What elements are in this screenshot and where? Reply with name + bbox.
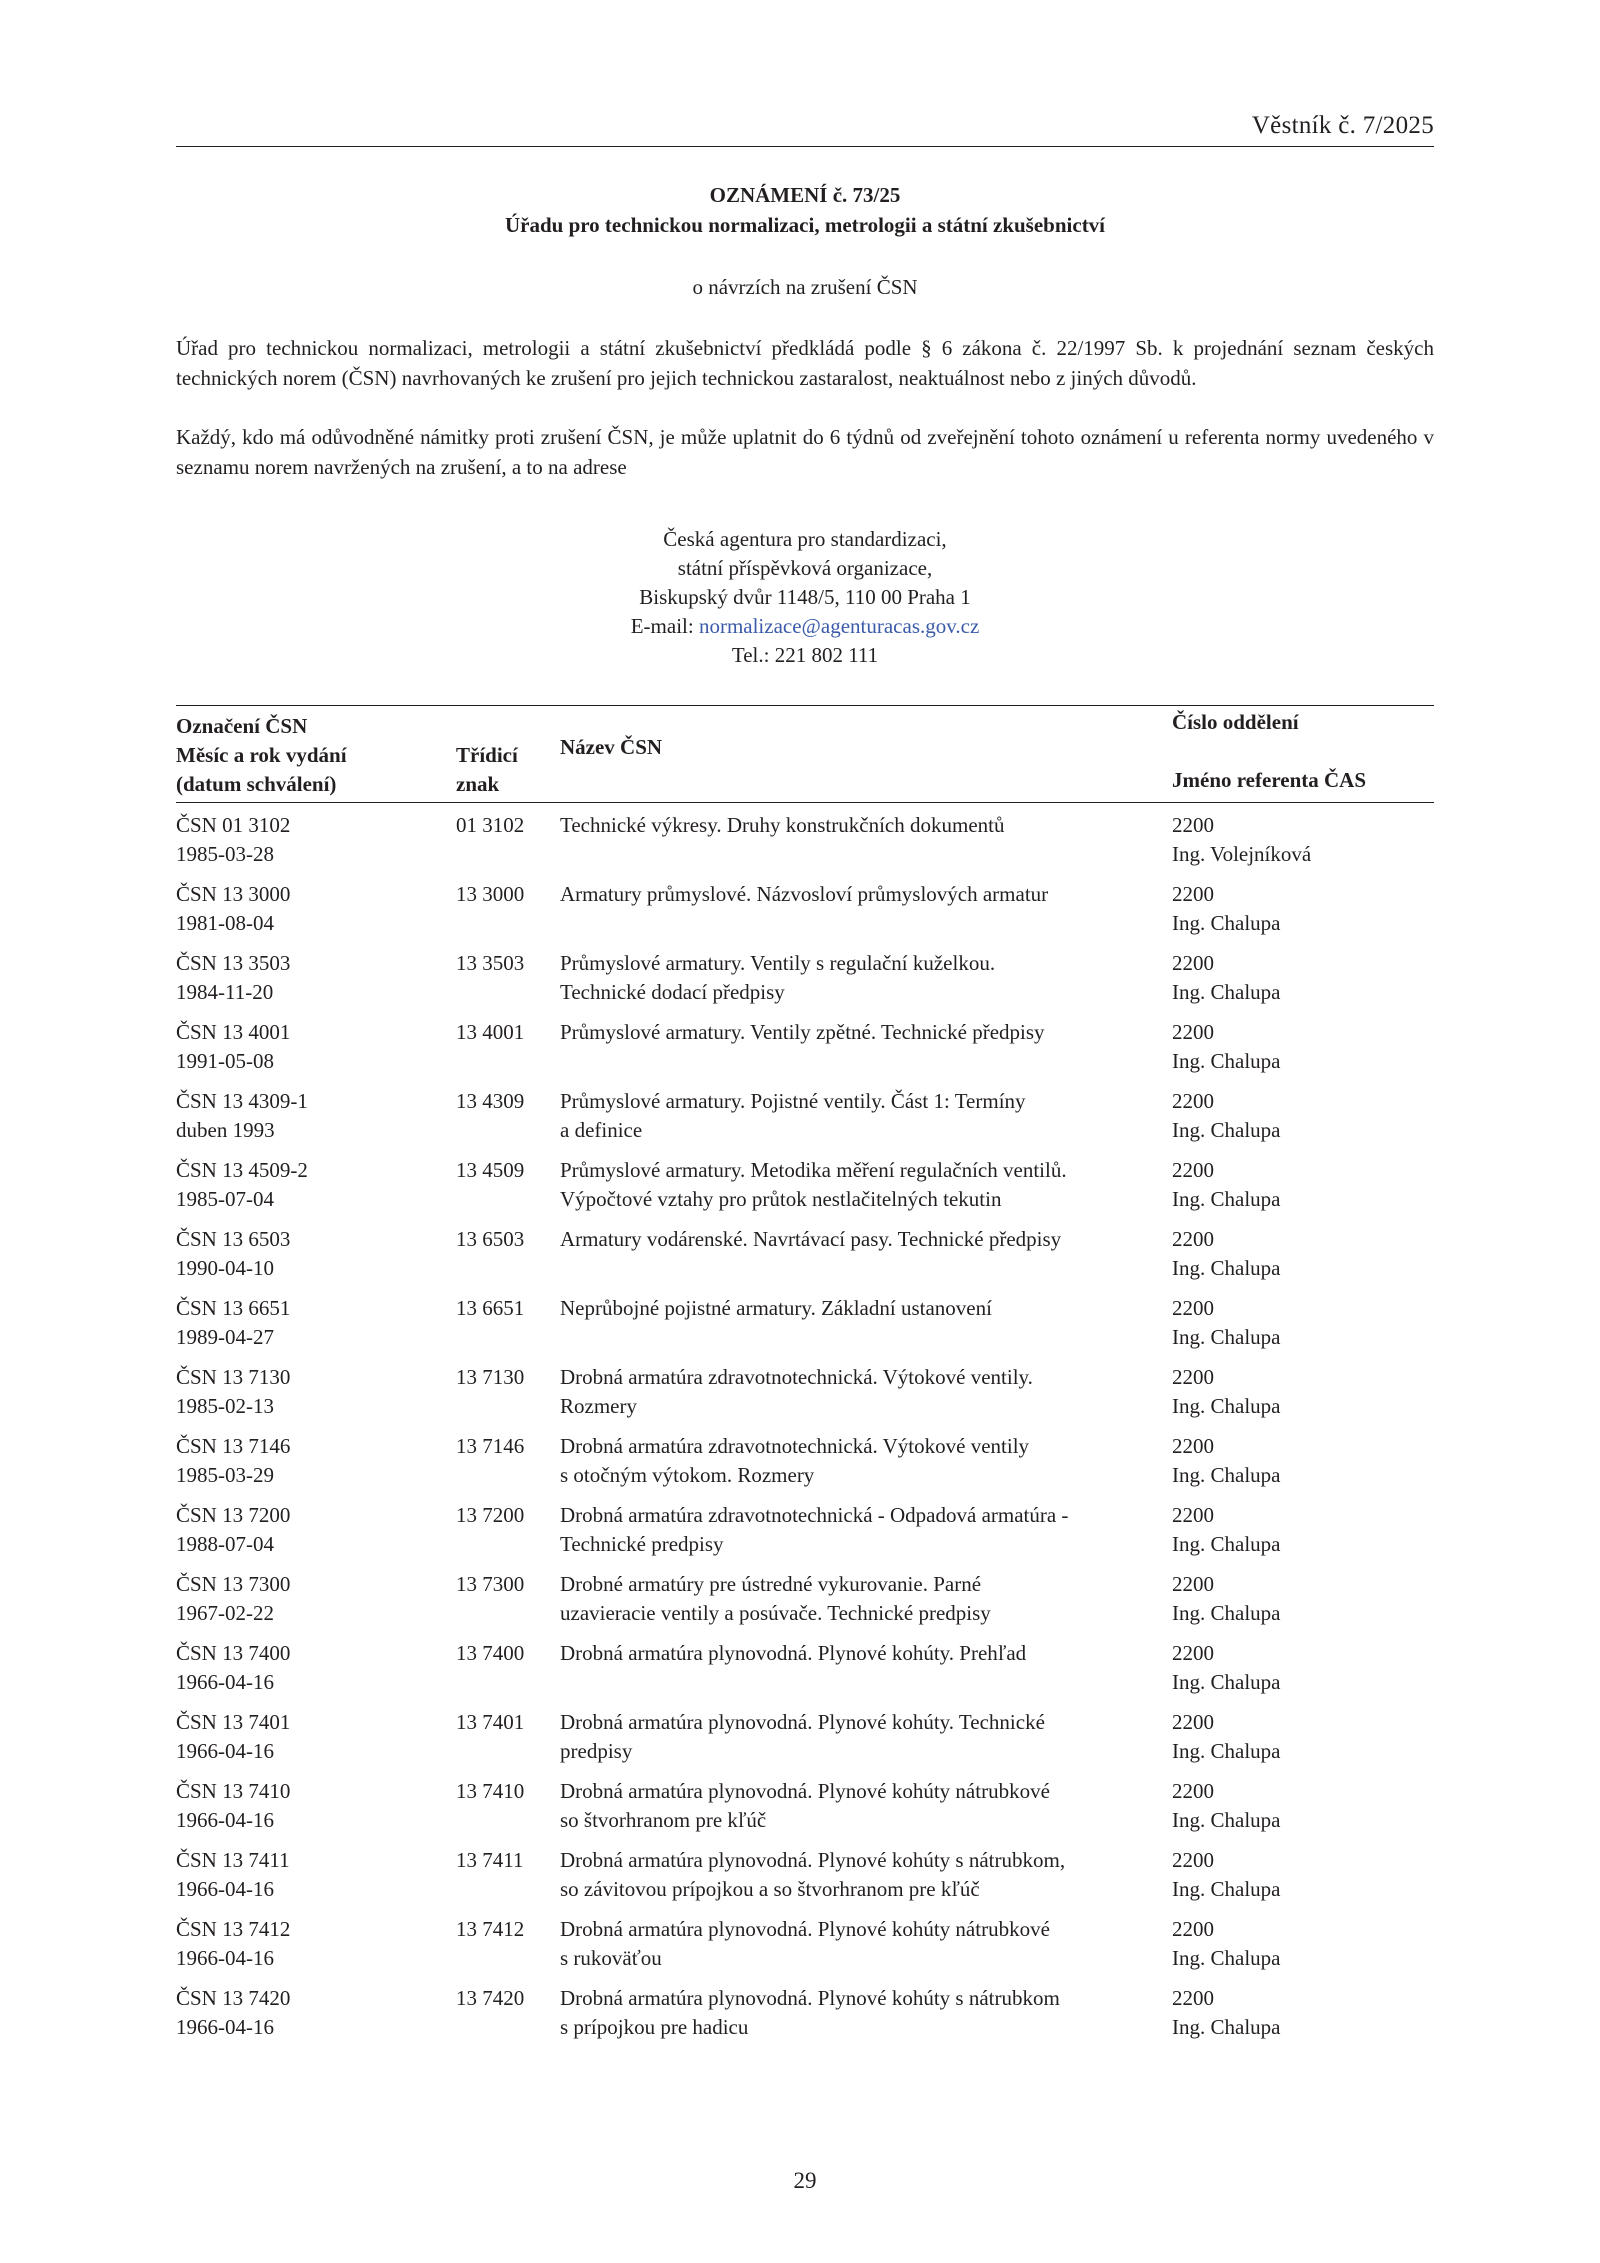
header-referent-name: Jméno referenta ČAS <box>1172 768 1367 792</box>
standard-code: ČSN 13 6503 <box>176 1227 291 1251</box>
department-cell <box>1172 949 1434 1007</box>
standard-name-cell <box>560 1570 1160 1628</box>
standard-name-line1: Drobná armatúra zdravotnotechnická - Odpadová armatúra - <box>560 1503 1069 1527</box>
issue-date: 1990-04-10 <box>176 1256 274 1280</box>
standard-designation-cell <box>176 1984 446 2042</box>
sort-code-cell <box>456 1570 556 1599</box>
table-row <box>176 1294 1434 1363</box>
department-cell <box>1172 1708 1434 1766</box>
standard-code: ČSN 13 7411 <box>176 1848 290 1872</box>
standard-code: ČSN 13 7200 <box>176 1503 291 1527</box>
referent-name: Ing. Chalupa <box>1172 1946 1281 1970</box>
department-cell <box>1172 1087 1434 1145</box>
referent-name: Ing. Volejníková <box>1172 842 1312 866</box>
standard-code: ČSN 13 7401 <box>176 1710 291 1734</box>
referent-name: Ing. Chalupa <box>1172 1670 1281 1694</box>
standard-name-cell <box>560 1432 1160 1490</box>
table-row <box>176 1156 1434 1225</box>
department-number: 2200 <box>1172 1710 1214 1734</box>
standard-name-line1: Drobná armatúra plynovodná. Plynové kohúty s nátrubkom, <box>560 1848 1066 1872</box>
department-cell <box>1172 1018 1434 1076</box>
standard-code: ČSN 13 7146 <box>176 1434 291 1458</box>
table-row <box>176 1639 1434 1708</box>
sort-code: 13 3503 <box>456 951 525 975</box>
standard-name-line1: Průmyslové armatury. Ventily s regulační kuželkou. <box>560 951 996 975</box>
issue-date: 1989-04-27 <box>176 1325 274 1349</box>
department-number: 2200 <box>1172 1227 1214 1251</box>
referent-name: Ing. Chalupa <box>1172 1256 1281 1280</box>
department-number: 2200 <box>1172 1434 1214 1458</box>
standard-name-cell <box>560 1639 1160 1668</box>
page-number: 29 <box>793 2168 817 2193</box>
email-link[interactable]: normalizace@agenturacas.gov.cz <box>698 614 980 638</box>
standard-code: ČSN 13 7420 <box>176 1986 291 2010</box>
sort-code-cell <box>456 811 556 840</box>
standard-code: ČSN 13 7410 <box>176 1779 291 1803</box>
sort-code: 13 7412 <box>456 1917 525 1941</box>
sort-code-cell <box>456 1363 556 1392</box>
standard-name-cell <box>560 1018 1160 1047</box>
department-number: 2200 <box>1172 1365 1214 1389</box>
table-header <box>176 705 1434 803</box>
referent-name: Ing. Chalupa <box>1172 911 1281 935</box>
standard-name-line2: s otočným výtokom. Rozmery <box>560 1463 815 1487</box>
sort-code-cell <box>456 1846 556 1875</box>
referent-name: Ing. Chalupa <box>1172 1877 1281 1901</box>
email-label: E-mail: <box>630 614 694 638</box>
standard-name-line2: s rukoväťou <box>560 1946 662 1970</box>
department-number: 2200 <box>1172 951 1214 975</box>
sort-code: 13 7130 <box>456 1365 525 1389</box>
table-row <box>176 1846 1434 1915</box>
sort-code-cell <box>456 1777 556 1806</box>
issue-date: 1985-02-13 <box>176 1394 274 1418</box>
standard-name-line2: uzavieracie ventily a posúvače. Technické predpisy <box>560 1601 991 1625</box>
announcement-subject: o návrzích na zrušení ČSN <box>692 275 918 299</box>
table-row <box>176 949 1434 1018</box>
standard-name-line1: Armatury průmyslové. Názvosloví průmyslových armatur <box>560 882 1049 906</box>
header-designation-line3: (datum schválení) <box>176 772 337 796</box>
objection-paragraph: Každý, kdo má odůvodněné námitky proti zrušení ČSN, je může uplatnit do 6 týdnů od zveřejnění tohoto oznámení u referenta normy uvedeného v seznamu norem navržených na zrušení, a to na adrese <box>176 425 1434 479</box>
sort-code-cell <box>456 1984 556 2013</box>
header-sort-code <box>456 741 518 799</box>
department-cell <box>1172 1984 1434 2042</box>
sort-code-cell <box>456 1018 556 1047</box>
standard-code: ČSN 13 7300 <box>176 1572 291 1596</box>
standard-name-line2: Technické dodací předpisy <box>560 980 785 1004</box>
standard-name-line1: Průmyslové armatury. Metodika měření regulačních ventilů. <box>560 1158 1067 1182</box>
standard-name-line1: Průmyslové armatury. Ventily zpětné. Technické předpisy <box>560 1020 1045 1044</box>
table-row <box>176 1018 1434 1087</box>
standard-designation-cell <box>176 1915 446 1973</box>
intro-paragraph: Úřad pro technickou normalizaci, metrologii a státní zkušebnictví předkládá podle § 6 zákona č. 22/1997 Sb. k projednání seznam českých technických norem (ČSN) navrhovaných ke zrušení pro jejich technickou zastaralost, neaktuálnost nebo z jiných důvodů. <box>176 336 1434 390</box>
referent-name: Ing. Chalupa <box>1172 1532 1281 1556</box>
sort-code: 13 7200 <box>456 1503 525 1527</box>
sort-code: 13 7410 <box>456 1779 525 1803</box>
sort-code: 13 7420 <box>456 1986 525 2010</box>
standard-designation-cell <box>176 1846 446 1904</box>
department-cell <box>1172 1432 1434 1490</box>
table-row <box>176 1432 1434 1501</box>
standard-designation-cell <box>176 1156 446 1214</box>
standard-code: ČSN 13 3503 <box>176 951 291 975</box>
department-number: 2200 <box>1172 1779 1214 1803</box>
header-designation-line1: Označení ČSN <box>176 714 308 738</box>
sort-code-cell <box>456 1087 556 1116</box>
standard-name-cell <box>560 1225 1160 1254</box>
issue-date: duben 1993 <box>176 1118 275 1142</box>
department-cell <box>1172 811 1434 869</box>
header-sort-code-line1: Třídicí <box>456 743 518 767</box>
standard-designation-cell <box>176 949 446 1007</box>
department-number: 2200 <box>1172 1020 1214 1044</box>
standard-designation-cell <box>176 1639 446 1697</box>
standard-designation-cell <box>176 1570 446 1628</box>
department-number: 2200 <box>1172 813 1214 837</box>
standard-code: ČSN 13 7400 <box>176 1641 291 1665</box>
standard-name-line1: Drobná armatúra plynovodná. Plynové kohúty nátrubkové <box>560 1917 1050 1941</box>
referent-name: Ing. Chalupa <box>1172 1187 1281 1211</box>
standard-code: ČSN 13 7130 <box>176 1365 291 1389</box>
standard-code: ČSN 13 3000 <box>176 882 291 906</box>
table-row <box>176 1501 1434 1570</box>
standard-name-line1: Drobné armatúry pre ústredné vykurovanie. Parné <box>560 1572 982 1596</box>
department-cell <box>1172 1639 1434 1697</box>
address-line-email <box>176 612 1434 641</box>
department-number: 2200 <box>1172 1917 1214 1941</box>
standard-name-line1: Drobná armatúra zdravotnotechnická. Výtokové ventily <box>560 1434 1030 1458</box>
referent-name: Ing. Chalupa <box>1172 1463 1281 1487</box>
sort-code: 13 7411 <box>456 1848 524 1872</box>
standard-name-line1: Drobná armatúra plynovodná. Plynové kohúty s nátrubkom <box>560 1986 1060 2010</box>
referent-name: Ing. Chalupa <box>1172 1049 1281 1073</box>
standard-code: ČSN 13 7412 <box>176 1917 291 1941</box>
standard-name-line2: Technické predpisy <box>560 1532 724 1556</box>
sort-code-cell <box>456 949 556 978</box>
table-row <box>176 880 1434 949</box>
standard-name-line1: Drobná armatúra zdravotnotechnická. Výtokové ventily. <box>560 1365 1033 1389</box>
standard-designation-cell <box>176 1225 446 1283</box>
department-cell <box>1172 1156 1434 1214</box>
standard-name-line1: Drobná armatúra plynovodná. Plynové kohúty. Prehľad <box>560 1641 1027 1665</box>
department-number: 2200 <box>1172 1572 1214 1596</box>
department-cell <box>1172 1501 1434 1559</box>
standard-designation-cell <box>176 1363 446 1421</box>
department-number: 2200 <box>1172 1089 1214 1113</box>
sort-code: 01 3102 <box>456 813 525 837</box>
department-cell <box>1172 880 1434 938</box>
sort-code: 13 7400 <box>456 1641 525 1665</box>
standard-designation-cell <box>176 811 446 869</box>
department-cell <box>1172 1225 1434 1283</box>
referent-name: Ing. Chalupa <box>1172 980 1281 1004</box>
standard-code: ČSN 13 4509-2 <box>176 1158 308 1182</box>
standard-name-cell <box>560 1708 1160 1766</box>
announcement-title <box>176 180 1434 240</box>
header-sort-code-line2: znak <box>456 772 500 796</box>
sort-code: 13 6503 <box>456 1227 525 1251</box>
issue-date: 1988-07-04 <box>176 1532 274 1556</box>
issue-date: 1984-11-20 <box>176 980 274 1004</box>
standard-name-cell <box>560 1915 1160 1973</box>
referent-name: Ing. Chalupa <box>1172 1394 1281 1418</box>
sort-code-cell <box>456 1915 556 1944</box>
department-cell <box>1172 1294 1434 1352</box>
referent-name: Ing. Chalupa <box>1172 2015 1281 2039</box>
standard-name-line2: a definice <box>560 1118 643 1142</box>
header-designation <box>176 712 347 799</box>
department-number: 2200 <box>1172 1296 1214 1320</box>
standard-name-line1: Neprůbojné pojistné armatury. Základní ustanovení <box>560 1296 992 1320</box>
sort-code: 13 7146 <box>456 1434 525 1458</box>
standard-name-cell <box>560 1501 1160 1559</box>
standard-name-cell <box>560 1294 1160 1323</box>
standard-name-line1: Technické výkresy. Druhy konstrukčních dokumentů <box>560 813 1005 837</box>
standard-designation-cell <box>176 1432 446 1490</box>
department-number: 2200 <box>1172 1641 1214 1665</box>
sort-code-cell <box>456 1294 556 1323</box>
standard-name-line1: Drobná armatúra plynovodná. Plynové kohúty nátrubkové <box>560 1779 1050 1803</box>
header-department-number: Číslo oddělení <box>1172 710 1299 734</box>
standard-code: ČSN 01 3102 <box>176 813 291 837</box>
table-row <box>176 1363 1434 1432</box>
standard-designation-cell <box>176 1501 446 1559</box>
standard-designation-cell <box>176 1708 446 1766</box>
issue-date: 1981-08-04 <box>176 911 274 935</box>
standard-name-cell <box>560 1777 1160 1835</box>
standard-designation-cell <box>176 1087 446 1145</box>
issue-date: 1991-05-08 <box>176 1049 274 1073</box>
sort-code: 13 6651 <box>456 1296 525 1320</box>
standard-name-cell <box>560 949 1160 1007</box>
standard-name-line2: predpisy <box>560 1739 633 1763</box>
standards-table-body <box>176 811 1434 2053</box>
referent-name: Ing. Chalupa <box>1172 1118 1281 1142</box>
referent-name: Ing. Chalupa <box>1172 1808 1281 1832</box>
sort-code-cell <box>456 880 556 909</box>
department-cell <box>1172 1846 1434 1904</box>
issue-date: 1985-03-29 <box>176 1463 274 1487</box>
standard-designation-cell <box>176 1777 446 1835</box>
referent-name: Ing. Chalupa <box>1172 1325 1281 1349</box>
table-row <box>176 1087 1434 1156</box>
sort-code-cell <box>456 1501 556 1530</box>
issue-label: Věstník č. 7/2025 <box>1251 112 1434 139</box>
issue-date: 1985-07-04 <box>176 1187 274 1211</box>
table-row <box>176 1984 1434 2053</box>
department-cell <box>1172 1915 1434 1973</box>
issue-date: 1966-04-16 <box>176 1739 274 1763</box>
standard-name-cell <box>560 811 1160 840</box>
standard-name-line2: s prípojkou pre hadicu <box>560 2015 749 2039</box>
standard-name-cell <box>560 1156 1160 1214</box>
sort-code-cell <box>456 1708 556 1737</box>
referent-name: Ing. Chalupa <box>1172 1739 1281 1763</box>
standard-name-line2: Výpočtové vztahy pro průtok nestlačitelných tekutin <box>560 1187 1002 1211</box>
issuing-office: Úřadu pro technickou normalizaci, metrologii a státní zkušebnictví <box>504 213 1106 237</box>
issue-date: 1966-04-16 <box>176 1946 274 1970</box>
standard-name-line2: Rozmery <box>560 1394 637 1418</box>
issue-date: 1966-04-16 <box>176 1670 274 1694</box>
standard-designation-cell <box>176 1018 446 1076</box>
standard-name-cell <box>560 880 1160 909</box>
standard-code: ČSN 13 4001 <box>176 1020 291 1044</box>
standard-name-line2: so závitovou prípojkou a so štvorhranom pre kľúč <box>560 1877 980 1901</box>
standard-name-cell <box>560 1984 1160 2042</box>
sort-code: 13 7300 <box>456 1572 525 1596</box>
sort-code-cell <box>456 1156 556 1185</box>
sort-code: 13 7401 <box>456 1710 525 1734</box>
standard-name-line1: Průmyslové armatury. Pojistné ventily. Část 1: Termíny <box>560 1089 1026 1113</box>
standard-name-cell <box>560 1846 1160 1904</box>
address-line-phone: Tel.: 221 802 111 <box>731 643 879 667</box>
address-line-organization: státní příspěvková organizace, <box>677 556 933 580</box>
table-row <box>176 1225 1434 1294</box>
sort-code-cell <box>456 1432 556 1461</box>
address-line-agency: Česká agentura pro standardizaci, <box>663 527 947 551</box>
standard-designation-cell <box>176 880 446 938</box>
address-line-street: Biskupský dvůr 1148/5, 110 00 Praha 1 <box>639 585 971 609</box>
department-cell <box>1172 1570 1434 1628</box>
sort-code: 13 4001 <box>456 1020 525 1044</box>
table-row <box>176 1915 1434 1984</box>
table-row <box>176 1570 1434 1639</box>
department-cell <box>1172 1363 1434 1421</box>
table-row <box>176 1777 1434 1846</box>
sort-code-cell <box>456 1639 556 1668</box>
sort-code: 13 3000 <box>456 882 525 906</box>
department-number: 2200 <box>1172 1848 1214 1872</box>
standard-code: ČSN 13 6651 <box>176 1296 291 1320</box>
sort-code: 13 4509 <box>456 1158 525 1182</box>
running-header <box>176 108 1434 147</box>
referent-name: Ing. Chalupa <box>1172 1601 1281 1625</box>
department-number: 2200 <box>1172 1986 1214 2010</box>
standard-name-line1: Armatury vodárenské. Navrtávací pasy. Technické předpisy <box>560 1227 1062 1251</box>
issue-date: 1985-03-28 <box>176 842 274 866</box>
issue-date: 1966-04-16 <box>176 1808 274 1832</box>
header-designation-line2: Měsíc a rok vydání <box>176 743 347 767</box>
contact-address <box>176 525 1434 670</box>
issue-date: 1966-04-16 <box>176 1877 274 1901</box>
table-row <box>176 1708 1434 1777</box>
standard-code: ČSN 13 4309-1 <box>176 1089 308 1113</box>
department-number: 2200 <box>1172 882 1214 906</box>
standard-name-line2: so štvorhranom pre kľúč <box>560 1808 767 1832</box>
sort-code: 13 4309 <box>456 1089 525 1113</box>
department-number: 2200 <box>1172 1503 1214 1527</box>
standard-name-cell <box>560 1363 1160 1421</box>
issue-date: 1967-02-22 <box>176 1601 274 1625</box>
issue-date: 1966-04-16 <box>176 2015 274 2039</box>
standard-name-cell <box>560 1087 1160 1145</box>
standard-name-line1: Drobná armatúra plynovodná. Plynové kohúty. Technické <box>560 1710 1045 1734</box>
department-number: 2200 <box>1172 1158 1214 1182</box>
table-row <box>176 811 1434 880</box>
announcement-number: OZNÁMENÍ č. 73/25 <box>709 183 901 207</box>
department-cell <box>1172 1777 1434 1835</box>
sort-code-cell <box>456 1225 556 1254</box>
standard-designation-cell <box>176 1294 446 1352</box>
header-standard-name: Název ČSN <box>560 735 663 759</box>
